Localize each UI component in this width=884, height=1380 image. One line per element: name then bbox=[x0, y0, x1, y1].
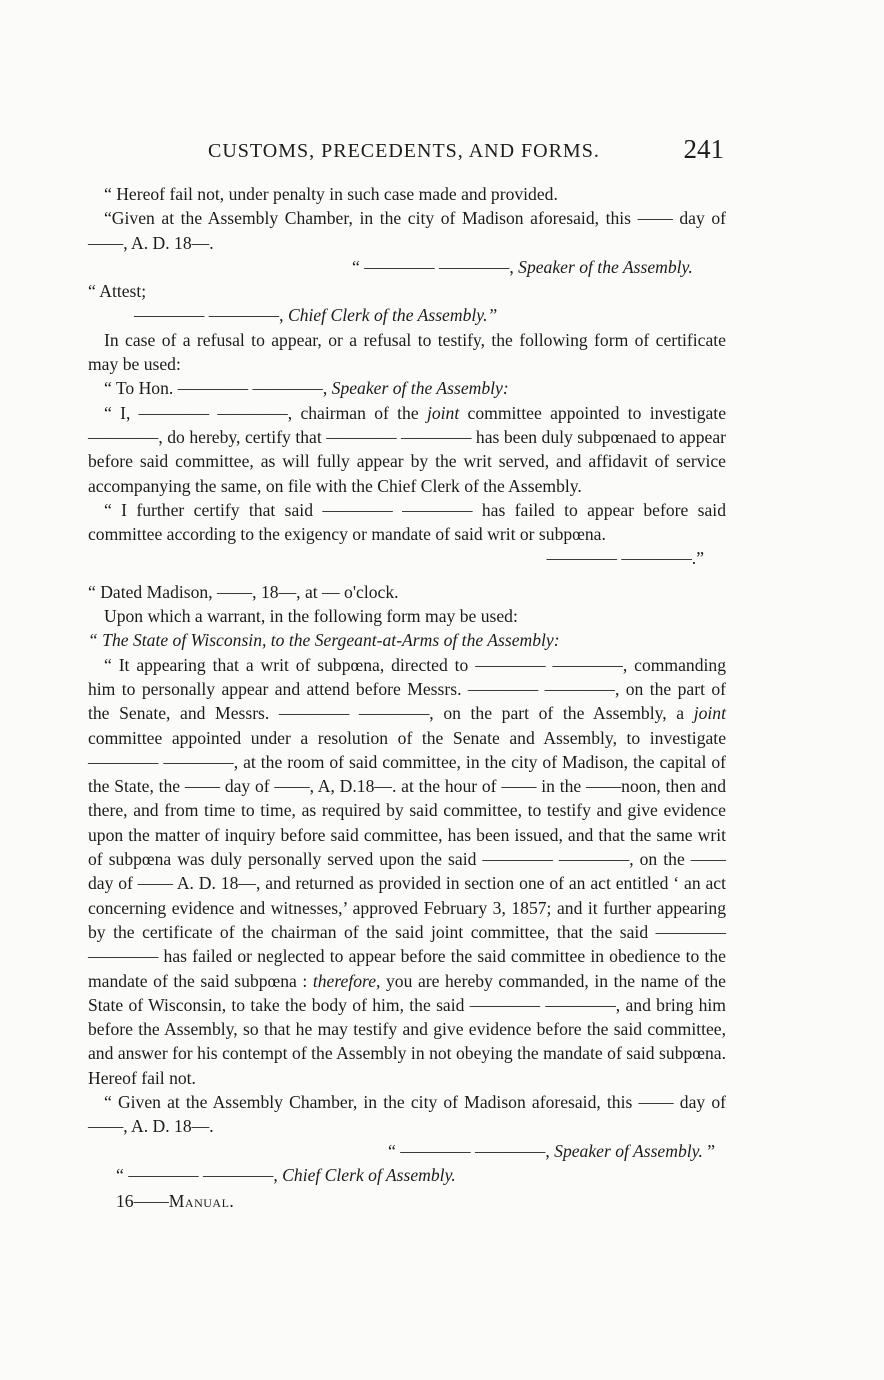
signature-chairman: ———— ————.” bbox=[546, 548, 704, 569]
signature-blank: “ ———— ————, bbox=[388, 1140, 555, 1161]
dated-line: “ Dated Madison, ——, 18—, at — o'clock. bbox=[88, 581, 399, 602]
signature-title: Chief Clerk of the Assembly.” bbox=[287, 305, 498, 326]
signature-blank: ———— ————, bbox=[134, 305, 288, 326]
text-run: committee appointed under a resolution of the Senate and Assembly, to investigate ———— ————, at the room of said committee, in the city of Madison, the capital of the State, the —— day of ——, A, D.18—. at the hour of —— in the ——noon, then and there, and from time to time, as required by said committee, to testify and give evidence upon the matter of inquiry before said committee, has been issued, and that the same writ of subpœna was duly personally served upon the said ———— ————, on the —— day of —— A. D. 18—, and returned as provided in section one of an act entitled ‘ an act concerning evidence and witnesses,’ approved February 3, 1857; and it further appearing by the certificate of the chairman of the said joint committee, that the said ———— ———— has failed or neglected to appear before the said committee in obedience to the mandate of the said subpœna : bbox=[88, 727, 726, 991]
paragraph-given-1: “Given at the Assembly Chamber, in the city of Madison aforesaid, this —— day of ——, A. D. 18—. bbox=[88, 208, 726, 253]
page-header bbox=[88, 134, 728, 168]
attest-line: “ Attest; bbox=[88, 281, 147, 302]
signature-title: Speaker of the Assembly. bbox=[518, 256, 693, 277]
text-run-italic: joint bbox=[693, 703, 726, 724]
signature-blank: “ ———— ————, bbox=[352, 256, 519, 277]
signature-mark bbox=[88, 1189, 726, 1213]
text-run: “ It appearing that a writ of subpœna, directed to ———— ————, commanding him to personally appear and attend before Messrs. ———— ————, on the part of the Senate, and Messrs. ———— ————, on the part of the Assembly, a bbox=[88, 654, 726, 724]
addressee-line bbox=[88, 376, 726, 400]
warrant-heading bbox=[88, 628, 726, 652]
signature-close-quote: ” bbox=[702, 1140, 716, 1161]
paragraph-further-certify: “ I further certify that said ———— ———— has failed to appear before said committee according to the exigency or mandate of said writ or subpœna. bbox=[88, 499, 726, 545]
warrant-heading-text: “ The State of Wisconsin, to the Sergeant-at-Arms of the Assembly: bbox=[88, 630, 560, 651]
running-title: CUSTOMS, PRECEDENTS, AND FORMS. bbox=[208, 140, 600, 162]
text-run: “ I, ———— ————, chairman of the bbox=[104, 402, 427, 423]
signature-title: Chief Clerk of Assembly. bbox=[282, 1164, 456, 1185]
paragraph-given-2: “ Given at the Assembly Chamber, in the city of Madison aforesaid, this —— day of ——, A. D. 18—. bbox=[88, 1091, 726, 1137]
signature-speaker-2 bbox=[88, 1139, 726, 1163]
page-number: 241 bbox=[683, 134, 724, 164]
paragraph-hereof: “ Hereof fail not, under penalty in such case made and provided. bbox=[104, 184, 558, 204]
signature-speaker-1 bbox=[88, 255, 726, 279]
text-run: you are hereby commanded, in the name of the State of Wisconsin, to take the body of him, the said ———— ————, and bring him before the Assembly, so that he may testify and give evidence before the said committee, and answer for his contempt of the Assembly in not obeying the mandate of said subpœna. Hereof fail not. bbox=[88, 970, 726, 1088]
paragraph-refusal: In case of a refusal to appear, or a refusal to testify, the following form of certificate may be used: bbox=[88, 329, 726, 375]
paragraph-certify bbox=[88, 401, 726, 498]
paragraph-warrant-intro: Upon which a warrant, in the following form may be used: bbox=[104, 606, 518, 627]
addressee-title: Speaker of the Assembly: bbox=[331, 378, 509, 399]
addressee-prefix: “ To Hon. ———— ————, bbox=[104, 378, 332, 399]
text-run-italic: joint bbox=[426, 402, 460, 423]
signature-title: Speaker of Assembly. bbox=[554, 1140, 703, 1161]
signature-chief-clerk-2 bbox=[88, 1163, 726, 1187]
paragraph-warrant bbox=[88, 653, 726, 1090]
text-run: committee appointed to investigate ————, do hereby, certify that ———— ———— has been duly subpœnaed to appear before said committee, as will fully appear by the writ served, and affidavit of service accompanying the same, on file with the Chief Clerk of the Assembly. bbox=[88, 402, 726, 496]
signature-blank: “ ———— ————, bbox=[116, 1164, 283, 1185]
signature-chief-clerk-1 bbox=[88, 303, 726, 327]
signature-mark-word: Manual. bbox=[168, 1191, 235, 1212]
document-body bbox=[88, 182, 726, 1213]
signature-mark-number: 16—— bbox=[116, 1191, 169, 1212]
text-run-italic: therefore, bbox=[312, 970, 381, 991]
